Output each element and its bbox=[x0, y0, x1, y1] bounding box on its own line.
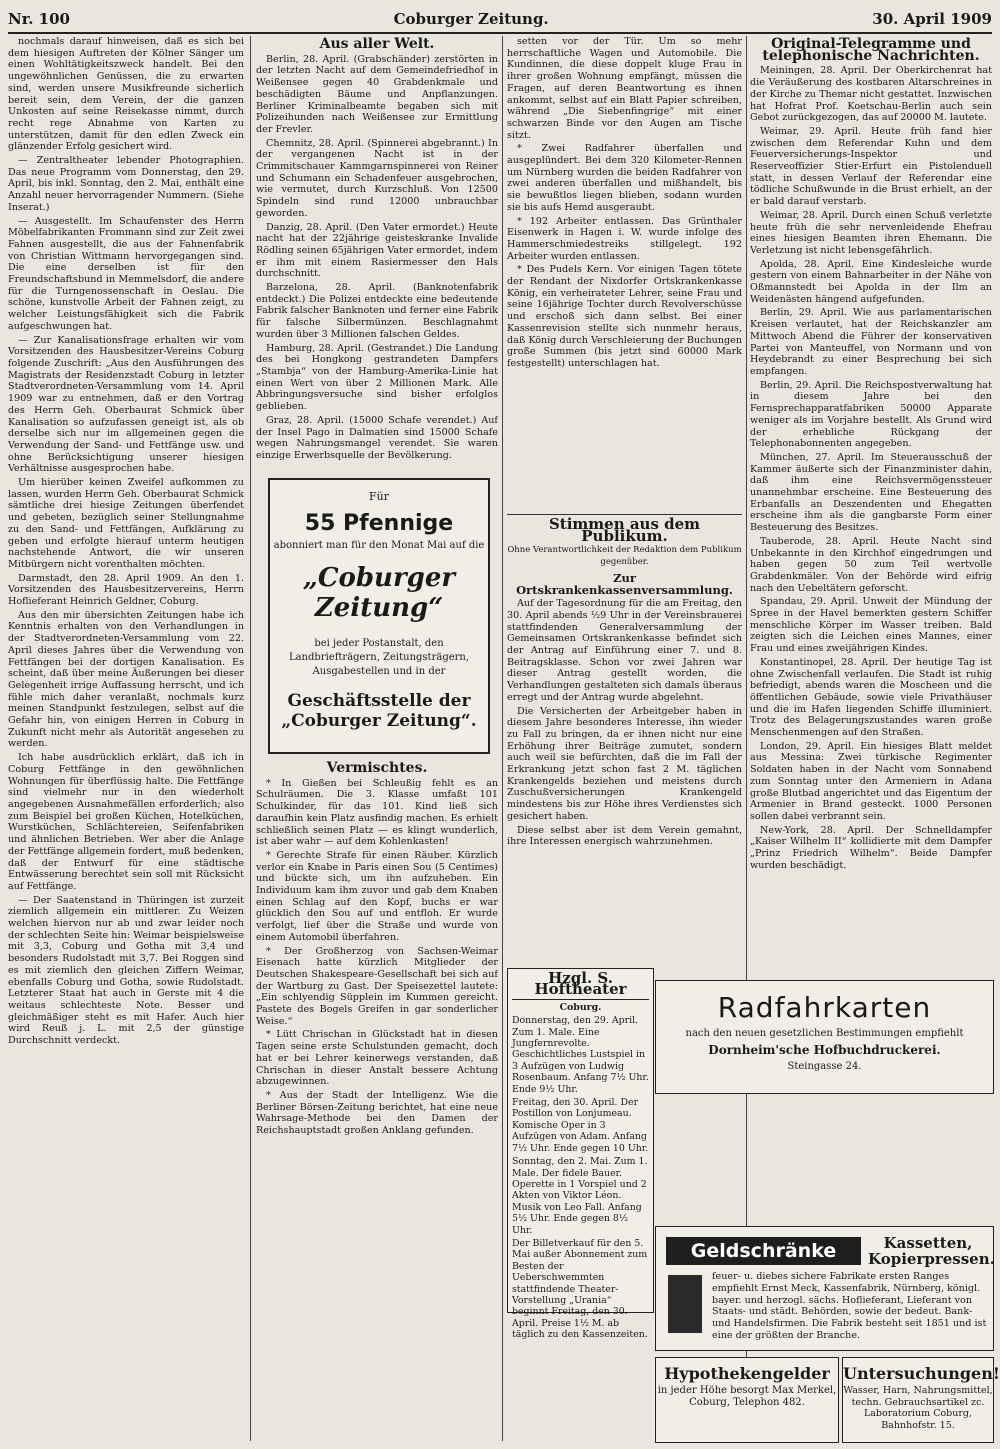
ad-text: Wasser, Harn, Nahrungsmittel, techn. Gebrauchsartikel zc. Laboratorium Coburg, Bahnhofstr. 15. bbox=[843, 1385, 993, 1431]
article-paragraph: — Zentraltheater lebender Photographien. Das neue Programm vom Donnerstag, den 29. April, bis inkl. Sonntag, den 2. Mai, enthält eine Anzahl neuer hervorragender Nummern. (Siehe Inserat.) bbox=[8, 155, 244, 213]
issue-number: Nr. 100 bbox=[8, 10, 70, 28]
telegram: Spandau, 29. April. Unweit der Mündung der Spree in der Havel bemerkten gestern Schiffer menschliche Körper im Wasser treiben. Bald zeigten sich die Leichen eines Mannes, einer Frau und eines zweijährigen Kindes. bbox=[750, 596, 992, 655]
article-paragraph: setten vor der Tür. Um so mehr herrschaftliche Wagen und Automobile. Die Kundinnen, die diese doppelt kluge Frau in ihrer großen Wohnung empfängt, müssen die Fragen, auf deren Beantwortung es ihnen ankommt, selbst auf ein Blatt Papier schreiben, während „Die Siebenfingrige“ mit einer schwarzen Binde vor den Augen am Tische sitzt. bbox=[507, 36, 742, 141]
article-paragraph: Barzelona, 28. April. (Banknotenfabrik entdeckt.) Die Polizei entdeckte eine bedeutende Fabrik falscher Banknoten und ferner eine Fabrik für falsche Silbermünzen. Beschlagnahmt wurden über 3 Millionen falschen Geldes. bbox=[256, 282, 498, 340]
ad-title: Hypothekengelder bbox=[664, 1364, 830, 1383]
theater-program: Donnerstag, den 29. April. Zum 1. Male. Eine Jungfernrevolte. Geschichtliches Lustspiel in 3 Aufzügen von Ludwig Rosenbaum. Anfang 7½ Uhr. Ende 9½ Uhr. bbox=[512, 1015, 649, 1095]
theater-title bbox=[512, 969, 649, 1000]
article-paragraph: * Zwei Radfahrer überfallen und ausgeplündert. Bei dem 320 Kilometer-Rennen um Nürnberg wurden die beiden Radfahrer von zwei anderen überfallen und mißhandelt, bis sie bewußtlos liegen blieben, sodann wurden sie bis aufs Hemd ausgeraubt. bbox=[507, 143, 742, 213]
article-title: Zur Ortskrankenkassenversammlung. bbox=[516, 570, 733, 597]
telegram: Apolda, 28. April. Eine Kindesleiche wurde gestern von einem Bahnarbeiter in der Nähe von Oßmannstedt bei Apolda in der Ilm an Weidenästen hängend aufgefunden. bbox=[750, 258, 992, 305]
article-paragraph: * Gerechte Strafe für einen Räuber. Kürzlich verlor ein Knabe in Paris einen Sou (5 Centimes) und bückte sich, um ihn aufzuheben. Ein Individuum kam ihm zuvor und gab dem Knaben einen Schlag auf den Kopf, buchs er war glücklich den Sou auf und entfloh. Er wurde verfolgt, lief über die Straße und wurde von einem Automobil überfahren. bbox=[256, 849, 498, 943]
sub-paper-name: „Coburger Zeitung“ bbox=[302, 563, 456, 623]
article-paragraph: Um hierüber keinen Zweifel aufkommen zu lassen, wurden Herrn Geh. Oberbaurat Schmick sämtliche drei hiesige Zeitungen überfendet und gebeten, bezüglich seiner Stellungnahme zu den Sand- und Fettfängen, Aufklärung zu geben und erfolgte hierauf unterm heutigen nachstehende Antwort, die wir unseren Mitbürgern nicht vorenthalten möchten. bbox=[8, 477, 244, 570]
bicycle-permit-ad bbox=[655, 980, 994, 1094]
ad-text: feuer- u. diebes sichere Fabrikate ersten Ranges empfiehlt Ernst Meck, Kassenfabrik, Nürnberg, königl. bayer. und herzogl. sächs. Hoflieferant, Lieferant von Staats- und städt. Behörden, sowie der bedeut. Bank- und Handelsfirmen. Die Fabrik besteht seit 1851 und ist eine der größten der Branche. bbox=[712, 1271, 987, 1341]
sub-pre: Für bbox=[369, 490, 389, 503]
column-continued-news bbox=[507, 36, 742, 536]
ad-title: Untersuchungen! bbox=[843, 1364, 1000, 1383]
lab-tests-ad bbox=[842, 1357, 1000, 1443]
article-paragraph: — Zur Kanalisationsfrage erhalten wir vom Vorsitzenden des Hausbesitzer-Vereins Coburg folgende Zuschrift: „Aus den Ausführungen des Magistrats der Residenzstadt Coburg in letzter Stadtverordneten-Versammlung vom 14. April 1909 war zu entnehmen, daß er den Vortrag des Herrn Geh. Oberbaurat Schmick über Kanalisation so aufzufassen geneigt ist, als ob derselbe sich nur im allgemeinen gegen die Verwendung der Sand- und Fettfänge usw. und ohne Berücksichtigung unserer hiesigen Verhältnisse ausgesprochen habe. bbox=[8, 334, 244, 475]
article-paragraph: Aus den mir übersichten Zeitungen habe ich Kenntnis erhalten von den Verhandlungen in der Stadtverordneten-Versammlung vom 22. April dieses Jahres über die Verwendung von Fettfängen bei der dortigen Kanalisation. Es scheint, daß über meine Äußerungen bei dieser Gelegenheit irrige Auffassung herrscht, und ich fühle mich daher veranlaßt, nochmals kurz meinen Standpunkt festzulegen, selbst auf die Gefahr hin, von einigen Herren in Coburg in Zukunft nicht mehr als Autorität angesehen zu werden. bbox=[8, 609, 244, 750]
column-divider bbox=[502, 36, 503, 1441]
article-paragraph: Auf der Tagesordnung für die am Freitag, den 30. April abends ½9 Uhr in der Vereinsbrauerei stattfindenden Generalversammlung der Gemeinsamen Ortskrankenkasse befindet sich der Antrag auf Einführung einer 7. und 8. Beitragsklasse. Schon vor zwei Jahren war dieser Antrag gestellt worden, die Verhandlungen gestalteten sich damals überaus erregt und der Antrag wurde abgelehnt. bbox=[507, 598, 742, 703]
telegram: Konstantinopel, 28. April. Der heutige Tag ist ohne Zwischenfall verlaufen. Die Stadt ist ruhig befriedigt, abends waren die Moscheen und die öffentlichen Gebäude, sowie viele Privathäuser und die im Hafen liegenden Schiffe illuminiert. Trotz des Belagerungszustandes waren große Menschenmengen auf den Straßen. bbox=[750, 656, 992, 739]
ad-text: nach den neuen gesetzlichen Bestimmungen empfiehlt bbox=[685, 1028, 964, 1039]
theater-program: Sonntag, den 2. Mai. Zum 1. Male. Der fidele Bauer. Operette in 1 Vorspiel und 2 Akten von Viktor Léon. Musik von Leo Fall. Anfang 5½ Uhr. Ende gegen 8½ Uhr. bbox=[512, 1156, 648, 1236]
sub-price: 55 Pfennige bbox=[304, 511, 454, 536]
ad-address: Steingasse 24. bbox=[787, 1061, 862, 1072]
article-paragraph: * 192 Arbeiter entlassen. Das Grünthaler Eisenwerk in Hagen i. W. wurde infolge des Hammerschmiedestreiks stillgelegt. 192 Arbeiter wurden entlassen. bbox=[507, 215, 742, 262]
sub-text: bei jeder Postanstalt, den Landbriefträgern, Zeitungsträgern, Ausgabestellen und in der bbox=[288, 638, 470, 677]
column-divider bbox=[250, 36, 251, 1441]
ad-text: in jeder Höhe besorgt Max Merkel, Coburg, Telephon 482. bbox=[657, 1385, 837, 1408]
article-paragraph: * Aus der Stadt der Intelligenz. Wie die Berliner Börsen-Zeitung berichtet, hat eine neue Wahrsage-Methode bei den Damen der Reichshauptstadt großen Anklang gefunden. bbox=[256, 1089, 498, 1137]
article-paragraph: nochmals darauf hinweisen, daß es sich bei dem hiesigen Auftreten der Kölner Sänger um einen Wohltätigkeitszweck handelt. Bei den ungewöhnlichen Genüssen, die zu erwarten sind, werden unsere Musikfreunde sicherlich bereit sein, dem Verein, der die ganzen Unkosten auf seine Reisekasse nimmt, durch recht rege Abnahme von Karten zu unterstützen, damit für den edlen Zweck ein glänzender Erfolg gesichert wird. bbox=[8, 36, 244, 153]
sub-mid: abonniert man für den Monat Mai auf die bbox=[273, 540, 485, 551]
ad-title: Geldschränke bbox=[666, 1237, 861, 1265]
article-paragraph: * Der Großherzog von Sachsen-Weimar Eisenach hatte kürzlich Mitglieder der Deutschen Shakespeare-Gesellschaft bei sich auf der Wartburg zu Gast. Der Speisezettel lautete: „Ein schlyendig Süpplein im Kummen gereicht. Pastete des Bogels Greifen in gar sonderlicher Weise.“ bbox=[256, 945, 498, 1027]
article-paragraph: * Des Pudels Kern. Vor einigen Tagen tötete der Rendant der Nixdorfer Ortskrankenkasse König, ein verheirateter Lehrer, seine Frau und seine 16jährige Tochter durch Revolverschüsse und erschoß sich dann selbst. Bei einer Kassenrevision stellte sich nunmehr heraus, daß König durch Verschleierung der Buchungen große Summen (bis jetzt sind 60000 Mark festgestellt) unterschlagen hat. bbox=[507, 264, 742, 369]
article-paragraph: — Der Saatenstand in Thüringen ist zurzeit ziemlich allgemein ein mittlerer. Zu Weizen welchen hiervon nur ab und zwar leider noch der schlechten Seite hin: Weimar beispielsweise mit 3,3, Coburg und Gotha mit 3,4 und besonders Rudolstadt mit 3,7. Bei Roggen sind es mit ziemlich den gleichen Ziffern Weimar, ebenfalls Coburg und Gotha, sowie Rudolstadt. Letzterer Staat hat auch in Gerste mit 4 die weitaus schlechteste Note. Besser und gleichmäßiger steht es mit Hafer. Auch hier wird Reuß j. L. mit 2,5 der günstige Durchschnitt verdeckt. bbox=[8, 894, 244, 1047]
mortgage-ad bbox=[655, 1357, 839, 1443]
telegram: Weimar, 28. April. Durch einen Schuß verletzte heute früh die sehr nervenleidende Ehefrau eines hiesigen Beamten ihren Ehemann. Die Verletzung ist nicht lebensgefährlich. bbox=[750, 209, 992, 256]
safes-ad bbox=[655, 1226, 994, 1351]
article-paragraph: Die Versicherten der Arbeitgeber haben in diesem Jahre besonderes Interesse, ihn wieder zu Fall zu bringen, da er ihnen nicht nur eine Erhöhung ihrer Beiträge zumutet, sondern auch weil sie befürchten, daß die im Fall der Erkrankung jetzt schon fast 2 M. täglichen Krankengelds beziehen und meistens durch Zuschußversicherungen Krankengeld mindestens bis zur Höhe ihres Verdienstes sich gesichert haben. bbox=[507, 705, 742, 822]
section-heading: Original-Telegramme und telephonische Nachrichten. bbox=[762, 36, 980, 64]
article-paragraph: * In Gießen bei Schleußig fehlt es an Schulräumen. Die 3. Klasse umfaßt 101 Schulkinder, für das 101. Kind ließ sich daraufhin kein Platz ausfindig machen. Es erhielt schließlich seinen Platz — es klingt wunderlich, ist aber wahr — auf dem Kohlenkasten! bbox=[256, 777, 498, 848]
section-heading: Stimmen aus dem Publikum. bbox=[548, 515, 701, 545]
theater-program: Freitag, den 30. April. Der Postillon von Lonjumeau. Komische Oper in 3 Aufzügen von Adam. Anfang 7½ Uhr. Ende gegen 10 Uhr. bbox=[512, 1097, 649, 1154]
article-paragraph: * Lütt Chrischan in Glückstadt hat in diesen Tagen seine erste Schulstunden gemacht, doch hat er bei Lehrer keinerwegs verstanden, daß Chrischan in dieser Anstalt bessere Achtung abzugewinnen. bbox=[256, 1029, 498, 1088]
issue-date: 30. April 1909 bbox=[872, 10, 992, 28]
article-paragraph: — Ausgestellt. Im Schaufenster des Herrn Möbelfabrikanten Frommann sind zur Zeit zwei Fahnen ausgestellt, die aus der Fahnenfabrik von Christian Wittmann hervorgegangen sind. Die eine derselben ist für den Freundschaftsbund in Memmelsdorf, die andere für die Turngenossenschaft in Oeslau. Die schöne, kunstvolle Arbeit der Fahnen zeigt, zu welcher Leistungsfähigkeit sich die Fabrik aufgeschwungen hat. bbox=[8, 215, 244, 332]
column-miscellaneous bbox=[256, 760, 498, 1440]
ad-title: Radfahrkarten bbox=[717, 991, 932, 1024]
telegram: Berlin, 29. April. Wie aus parlamentarischen Kreisen verlautet, hat der Reichskanzler am Mittwoch Abend die Führer der konservativen Partei von Manteuffel, von Normann und von Heydebrandt zu einer Besprechung bei sich empfangen. bbox=[750, 307, 992, 377]
telegram: München, 27. April. Im Steuerausschuß der Kammer äußerte sich der Finanzminister dahin, daß ihm eine Reichsvermögenssteuer unannehmbar erscheine. Eine Besteuerung des Erbanfalls an Deszendenten und Ehegatten erscheine ihm als die gangbarste Form einer Besteuerung des Besitzes. bbox=[750, 451, 992, 534]
sub-office: Geschäftsstelle der „Coburger Zeitung“. bbox=[281, 691, 477, 731]
telegram: New-York, 28. April. Der Schnelldampfer „Kaiser Wilhelm II“ kollidierte mit dem Dampfer „Prinz Friedrich Wilhelm“. Beide Dampfer wurden beschädigt. bbox=[750, 824, 992, 871]
column-local-news bbox=[8, 36, 244, 1441]
ad-subtitle: Kassetten, Kopierpressen. bbox=[868, 1234, 995, 1268]
telegram: Berlin, 29. April. Die Reichspostverwaltung hat in diesem Jahre bei den Fernsprechapparatfabriken 50000 Apparate weniger als im Vorjahre bestellt. Als Grund wird der erhebliche Rückgang der Telephonabonnenten angegeben. bbox=[750, 379, 992, 450]
article-paragraph: Berlin, 28. April. (Grabschänder) zerstörten in der letzten Nacht auf dem Gemeindefriedhof in Weißensee gegen 40 Grabdenkmale und beschädigten Bäume und Anpflanzungen. Berliner Kriminalbeamte begaben sich mit Polizeihunden nach Weißensee zur Ermittlung der Frevler. bbox=[256, 53, 498, 135]
article-paragraph: Hamburg, 28. April. (Gestrandet.) Die Landung des bei Hongkong gestrandeten Dampfers „Stambja“ von der Hamburg-Amerika-Linie hat einen Wert von über 2 Millionen Mark. Alle Abbringungsversuche sind bisher erfolglos geblieben. bbox=[256, 342, 498, 413]
article-paragraph: Darmstadt, den 28. April 1909. An den 1. Vorsitzenden des Hausbesitzervereins, Herrn Hoflieferant Heinrich Geldner, Coburg. bbox=[8, 572, 244, 608]
column-world-news bbox=[256, 36, 498, 476]
subscription-ad bbox=[268, 478, 490, 754]
article-paragraph: Diese selbst aber ist dem Verein gemahnt, ihre Interessen energisch wahrzunehmen. bbox=[507, 824, 742, 848]
telegram: Tauberode, 28. April. Heute Nacht sind Unbekannte in den Kirchhof eingedrungen und haben gegen 50 zum Teil wertvolle Grabdenkmäler. Von der Behörde wird eifrig nach den Uebeltätern geforscht. bbox=[750, 535, 992, 594]
disclaimer: Ohne Verantwortlichkeit der Redaktion dem Publikum gegenüber. bbox=[507, 545, 742, 568]
paper-title: Coburger Zeitung. bbox=[393, 10, 549, 28]
ad-firm: Dornheim'sche Hofbuchdruckerei. bbox=[708, 1043, 941, 1057]
article-paragraph: Chemnitz, 28. April. (Spinnerei abgebrannt.) In der vergangenen Nacht ist in der Crimmitschauer Kammgarnspinnerei von Reiner und Schumann ein Schadenfeuer ausgebrochen, wie vermutet, durch Kurzschluß. Von 12500 Spindeln sind rund 12000 unbrauchbar geworden. bbox=[256, 137, 498, 219]
telegram: Meiningen, 28. April. Der Oberkirchenrat hat die Veräußerung des kostbaren Altarschreines in der Kirche zu Themar nicht gestattet. Inzwischen hat Hofrat Prof. Koetschau-Berlin auch sein Gebot zurückgezogen, das auf 20000 M. lautete. bbox=[750, 65, 992, 124]
telegram: Weimar, 29. April. Heute früh fand hier zwischen dem Referendar Kuhn und dem Feuerversicherungs-Inspektor und Reserveoffizier Stier-Erfurt ein Pistolenduell statt, in dessen Verlauf der Referendar eine tödliche Schußwunde in die Brust erhielt, an der er bald darauf verstarb. bbox=[750, 125, 992, 208]
column-public-voices bbox=[507, 510, 742, 962]
safe-illustration bbox=[668, 1275, 702, 1333]
column-telegrams bbox=[750, 36, 992, 956]
article-paragraph: Graz, 28. April. (15000 Schafe verendet.) Auf der Insel Pago in Dalmatien sind 15000 Schafe wegen Nahrungsmangel verendet. Sie waren einzige Erwerbsquelle der Bevölkerung. bbox=[256, 414, 498, 461]
article-paragraph: Danzig, 28. April. (Den Vater ermordet.) Heute nacht hat der 22jährige geisteskranke Invalide Rödling seinen 65jährigen Vater ermordet, indem er ihm mit einem Rasiermesser den Hals durchschnitt. bbox=[256, 221, 498, 280]
theater-city: Coburg. bbox=[559, 1001, 602, 1013]
telegram: London, 29. April. Ein hiesiges Blatt meldet aus Messina: Zwei türkische Regimenter Soldaten haben in der Nacht vom Sonnabend zum Sonntag unter den Armeniern in Adana große Blutbad angerichtet und das Eigentum der Armenier in Brand gesteckt. 1000 Personen sollen dabei verbrannt sein. bbox=[750, 740, 992, 822]
article-paragraph: Ich habe ausdrücklich erklärt, daß ich in Coburg Fettfänge in den gewöhnlichen Wohnungen für überflüssig halte. Die Fettfänge sind vielmehr nur in den wiederholt angegebenen Ausnahmefällen erforderlich; also zum Beispiel bei großen Küchen, Hotelküchen, Wurstküchen, Schlächtereien, Seifenfabriken und ähnlichen Betrieben. Wer aber die Anlage der Fettfänge allgemein fordert, muß bedenken, daß der Entwurf für eine städtische Entwässerung berechtet sein soll mit Rücksicht auf Fettfänge. bbox=[8, 752, 244, 892]
theater-title-text: Hzgl. S. Hoftheater bbox=[534, 969, 627, 999]
section-heading: Aus aller Welt. bbox=[319, 36, 435, 52]
theater-program: Der Billetverkauf für den 5. Mai außer Abonnement zum Besten der Ueberschwemmten stattfindende Theater-Vorstellung „Urania“ beginnt Freitag, den 30. April. Preise 1½ M. ab täglich zu den Kassenzeiten. bbox=[512, 1237, 648, 1341]
masthead bbox=[8, 6, 992, 34]
section-heading: Vermischtes. bbox=[326, 760, 428, 776]
theater-ad bbox=[507, 968, 654, 1341]
